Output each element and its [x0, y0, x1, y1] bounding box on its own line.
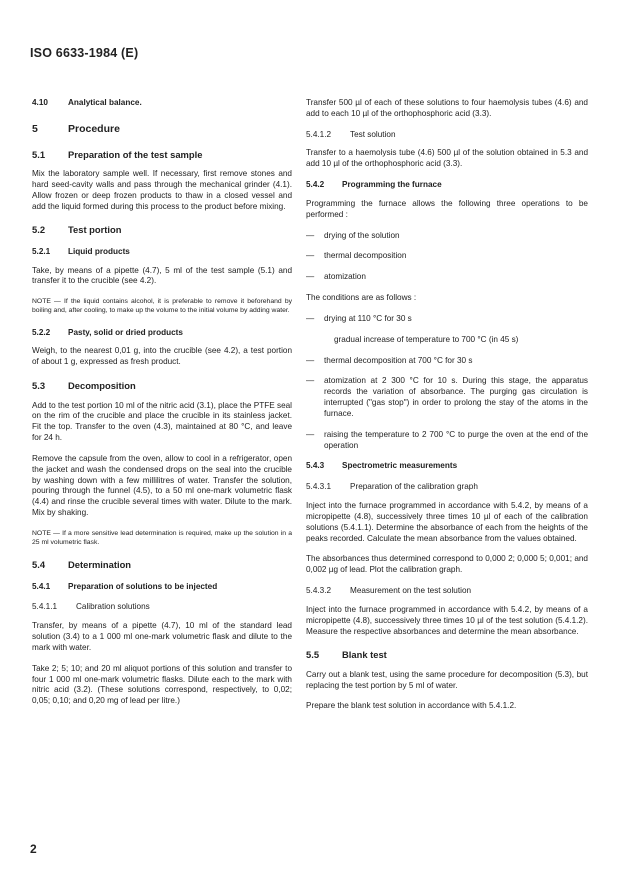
operations-list [306, 231, 588, 283]
section-5-4-2-heading: 5.4.2 Programming the furnace [306, 180, 442, 190]
list-item: — atomization at 2 300 °C for 10 s. During this stage, the apparatus records the variation of absorbance. The purging gas circulation is interrupted ("gas stop") in order to prolong the stay of the atoms in the furnace. [306, 376, 588, 418]
section-5-4-3-1-text-2: The absorbances thus determined correspond to 0,000 2; 0,000 5; 0,001; and 0,002 µg of lead. Plot the calibration graph. [306, 554, 588, 575]
conditions-intro: The conditions are as follows : [306, 293, 417, 303]
section-5-3-heading: 5.3 Decomposition [32, 380, 136, 392]
right-column [306, 98, 588, 722]
left-column [32, 98, 292, 717]
section-5-4-1-2-heading: 5.4.1.2 Test solution [306, 129, 396, 139]
section-5-4-2-text: Programming the furnace allows the following three operations to be performed : [306, 198, 588, 219]
section-4-10-heading: 4.10 Analytical balance. [32, 98, 142, 107]
section-5-2-heading: 5.2 Test portion [32, 224, 122, 236]
section-5-1-heading: 5.1 Preparation of the test sample [32, 148, 203, 160]
section-5-4-1-2-text: Transfer to a haemolysis tube (4.6) 500 µl of the solution obtained in 5.3 and add 10 µl of the orthophosphoric acid (3.3). [306, 148, 588, 169]
section-5-heading: 5 Procedure [32, 122, 120, 135]
section-5-4-3-2-text: Inject into the furnace programmed in accordance with 5.4.2, by means of a micropipette (4.8), successively three times 10 µl of the test solution (5.4.1.2). Measure the respective absorbances and determine the mean absorbance. [306, 604, 588, 636]
section-5-2-2-text: Weigh, to the nearest 0,01 g, into the crucible (see 4.2), a test portion of about 1 g, expressed as fresh product. [32, 346, 292, 367]
section-5-5-heading: 5.5 Blank test [306, 649, 387, 661]
section-5-4-3-heading: 5.4.3 Spectrometric measurements [306, 461, 458, 471]
page-number: 2 [30, 842, 37, 856]
section-5-4-1-heading: 5.4.1 Preparation of solutions to be injected [32, 581, 218, 591]
list-item: — thermal decomposition [306, 251, 407, 261]
section-5-4-heading: 5.4 Determination [32, 559, 132, 571]
section-5-1-text: Mix the laboratory sample well. If necessary, first remove stones and hard seed-cavity walls and pass through the mechanical grinder (4.1). Allow frozen or deep frozen products to thaw in a closed vessel and add the liquid formed during this process to the product before mixing. [32, 169, 292, 211]
section-5-2-1-note: NOTE — If the liquid contains alcohol, it is preferable to remove it beforehand by boiling and, after cooling, to make up the volume to the initial volume by adding water. [32, 298, 292, 315]
list-item: — drying at 110 °C for 30 s [306, 313, 412, 323]
list-item: — raising the temperature to 2 700 °C to purge the oven at the end of the operation [306, 429, 588, 450]
section-5-4-3-1-text-1: Inject into the furnace programmed in accordance with 5.4.2, by means of a micropipette (4.8), successively three times 10 µl of each of the calibration solutions (5.4.1.1). Determine the absorbance of each from the heights of the peaks recorded. Calculate the mean absorbance from the values obtained. [306, 501, 588, 543]
section-5-2-2-heading: 5.2.2 Pasty, solid or dried products [32, 327, 183, 337]
list-item: — drying of the solution [306, 230, 400, 240]
conditions-list-continued [306, 356, 588, 452]
list-item: — atomization [306, 272, 366, 282]
section-5-4-1-1-text-1: Transfer, by means of a pipette (4.7), 10 ml of the standard lead solution (3.4) to a 1 000 ml one-mark volumetric flask and dilute to the mark with water. [32, 621, 292, 652]
section-5-4-3-2-heading: 5.4.3.2 Measurement on the test solution [306, 586, 472, 596]
section-5-2-1-text: Take, by means of a pipette (4.7), 5 ml of the test sample (5.1) and transfer it to the crucible (see 4.2). [32, 265, 292, 286]
section-5-3-text-1: Add to the test portion 10 ml of the nitric acid (3.1), place the PTFE seal on the rim of the crucible and place the crucible in its stainless jacket. Fit the top. Transfer to the oven (4.3), maintained at 80 °C, and leave for 24 h. [32, 400, 292, 443]
section-5-4-3-1-heading: 5.4.3.1 Preparation of the calibration graph [306, 482, 478, 492]
section-5-4-1-1-text-2: Take 2; 5; 10; and 20 ml aliquot portions of this solution and transfer to four 1 000 ml one-mark volumetric flasks. Dilute each to the mark with nitric acid (3.2). (These solutions correspond, respectively, to 0,02; 0,05; 0,10; and 0,20 mg of lead per litre.) [32, 663, 292, 706]
section-5-5-text-1: Carry out a blank test, using the same procedure for decomposition (5.3), but replacing the test portion by 5 ml of water. [306, 669, 588, 690]
condition-gradual-increase: gradual increase of temperature to 700 °C (in 45 s) [334, 334, 519, 344]
section-5-3-text-2: Remove the capsule from the oven, allow to cool in a refrigerator, open the jacket and wash the condensed drops on the seal into the crucible by washing down with a few millilitres of water. Transfer the solution, pouring through the funnel (4.5), to a 50 ml one-mark volumetric flask (4.4) and rinse the crucible several times with water. Dilute to the mark. Mix by shaking. [32, 453, 292, 517]
section-5-4-1-1-continued: Transfer 500 µl of each of these solutions to four haemolysis tubes (4.6) and add to each 10 µl of the orthophosphoric acid (3.3). [306, 98, 588, 118]
section-5-5-text-2: Prepare the blank test solution in accordance with 5.4.1.2. [306, 701, 517, 711]
section-5-2-1-heading: 5.2.1 Liquid products [32, 246, 130, 256]
section-5-4-1-1-heading: 5.4.1.1 Calibration solutions [32, 602, 150, 612]
conditions-list [306, 314, 588, 325]
section-5-3-note: NOTE — If a more sensitive lead determination is required, make up the solution in a 25 ml volumetric flask. [32, 529, 292, 546]
list-item: — thermal decomposition at 700 °C for 30 s [306, 355, 473, 365]
document-header: ISO 6633-1984 (E) [30, 46, 139, 60]
